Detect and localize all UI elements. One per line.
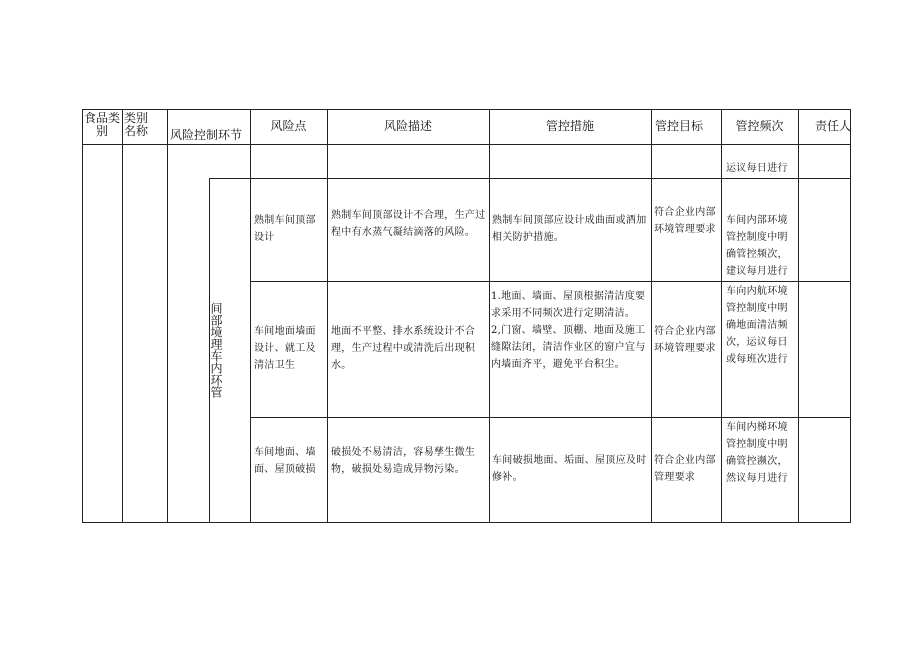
table-top-border	[82, 109, 851, 110]
row-2-control-frequency: 车向内航环境管控制度中明确地面清洁频次，运议每日或每班次进行	[726, 286, 788, 365]
col-divider-1	[122, 109, 123, 523]
table-right-border	[850, 109, 851, 523]
header-control-target: 管控目标	[654, 119, 703, 133]
header-control-measures: 管控措施	[545, 119, 594, 133]
row-1-border	[250, 281, 851, 282]
table-left-border	[82, 109, 83, 523]
header-risk-description: 风险描述	[383, 119, 432, 133]
row-1-control-frequency: 车间内部环境管控制度中明确管控频次，建议每月进行	[726, 215, 788, 277]
col-divider-8	[721, 109, 722, 523]
header-control-frequency: 管控频次	[735, 119, 784, 133]
carryover-row-border	[209, 178, 851, 179]
row-3-control-measures: 车间破损地面、垢面、屋顶应及时修补。	[492, 455, 647, 483]
header-control-stage: 风险控制环节	[170, 128, 243, 142]
col-divider-9	[798, 109, 799, 523]
row-1-risk-description: 熟制车间顶部设计不合理，生产过程中有水蒸气凝结滴落的风险。	[331, 210, 486, 238]
row-2-risk-point: 车间地面墙面设计、就工及清洁卫生	[254, 326, 316, 371]
header-food-category: 食品类别	[84, 111, 121, 138]
col-divider-5	[327, 109, 328, 523]
row-2-control-measures: 1.地面、墙面、屋顶根据清洁度要求采用不同频次进行定期清洁。 2,门窗、墙壁、顶棚、地面及施工缝隙法闭，清洁作业区的窗户宜与内墙面齐平，避免平台积尘。	[491, 291, 646, 370]
col-divider-7	[651, 109, 652, 523]
row-1-control-target: 符合企业内部环境管理要求	[654, 207, 716, 235]
header-category-name: 类别名称	[124, 111, 149, 138]
col-divider-6	[489, 109, 490, 523]
header-risk-point: 风险点	[270, 119, 307, 133]
row-2-border	[250, 417, 851, 418]
row-2-risk-description: 地面不平整、排水系统设计不合理，生产过程中或清洗后出现积水。	[331, 326, 476, 371]
carryover-frequency: 运议每日进行	[726, 163, 788, 174]
row-3-risk-point: 车间地面、墙面、屋顶破损	[254, 447, 316, 475]
header-responsible: 责任人	[814, 119, 851, 133]
row-3-risk-description: 破损处不易清洁，容易孳生微生物，破损处易造成异物污染。	[331, 447, 476, 475]
row-1-risk-point: 熟制车间顶部设计	[254, 215, 316, 243]
row-1-control-measures: 熟制车间顶部应设计成曲面或酒加相关防护措施。	[492, 215, 647, 243]
row-2-control-target: 符合企业内部环境管理要求	[654, 326, 716, 354]
row-3-control-target: 符合企业内部管理要求	[654, 455, 716, 483]
row-3-control-frequency: 车间内梯环境管控制度中明确管控濒次，然议每月进行	[726, 422, 788, 484]
table-bottom-border	[82, 522, 851, 523]
header-bottom-border	[82, 144, 851, 145]
col-divider-2	[167, 109, 168, 523]
col-divider-4	[250, 109, 251, 523]
stage-label: 间部境理车内环管	[209, 302, 223, 398]
